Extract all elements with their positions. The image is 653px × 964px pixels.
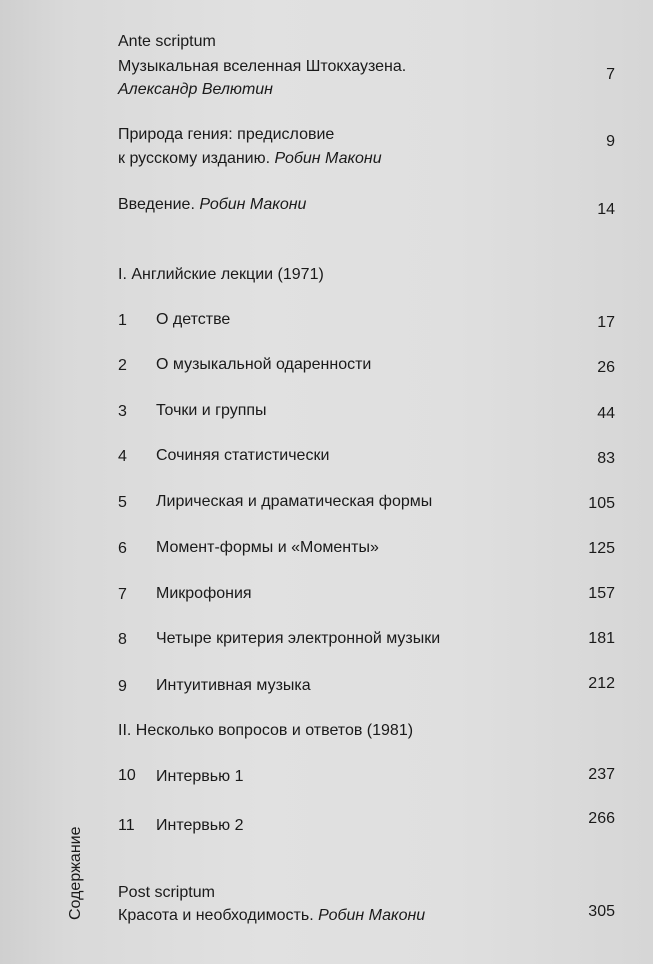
toc-entry-title: Музыкальная вселенная Штокхаузена. <box>118 58 407 75</box>
chapter-number: 10 <box>118 767 136 784</box>
ante-scriptum-label: Ante scriptum <box>118 33 216 50</box>
page-number: 157 <box>588 585 615 602</box>
post-scriptum-label: Post scriptum <box>118 884 215 901</box>
chapter-title: Момент-формы и «Моменты» <box>156 539 379 556</box>
page-number: 7 <box>606 66 615 83</box>
toc-entry-author: Робин Макони <box>199 196 307 213</box>
page-number: 181 <box>588 630 615 647</box>
chapter-title: Точки и группы <box>156 402 267 419</box>
page-number: 9 <box>606 133 615 150</box>
toc-entry-title: Введение. <box>118 196 195 213</box>
toc-entry-author: Александр Велютин <box>118 81 273 98</box>
toc-entry-introduction <box>118 194 306 216</box>
page-number: 305 <box>588 903 615 920</box>
chapter-number: 8 <box>118 631 127 648</box>
toc-entry-author: Робин Макони <box>274 150 382 167</box>
chapter-title: Интервью 2 <box>156 817 244 834</box>
chapter-title: Микрофония <box>156 585 252 602</box>
toc-entry-title: Природа гения: предисловие <box>118 126 335 143</box>
part-heading: II. Несколько вопросов и ответов (1981) <box>118 722 414 739</box>
contents-vertical-label: Содержание <box>67 826 84 920</box>
toc-entry-title: к русскому изданию. <box>118 150 271 167</box>
chapter-title: О детстве <box>156 311 231 328</box>
chapter-title: Интервью 1 <box>156 768 244 785</box>
chapter-number: 4 <box>118 448 127 465</box>
chapter-number: 9 <box>118 678 127 695</box>
page-number: 237 <box>588 766 615 783</box>
page-number: 105 <box>588 495 615 512</box>
chapter-number: 3 <box>118 403 127 420</box>
chapter-title: Четыре критерия электронной музыки <box>156 630 441 647</box>
page-number: 83 <box>597 450 615 467</box>
page-number: 44 <box>597 405 615 422</box>
page-number: 17 <box>597 314 615 331</box>
chapter-number: 11 <box>118 817 135 834</box>
page-number: 212 <box>588 675 615 692</box>
page-number: 125 <box>588 540 615 557</box>
chapter-number: 5 <box>118 494 127 511</box>
part-heading: I. Английские лекции (1971) <box>118 266 324 283</box>
page-number: 26 <box>597 359 615 376</box>
chapter-number: 7 <box>118 586 127 603</box>
toc-entry-post <box>118 905 425 927</box>
toc-entry-title: Красота и необходимость. <box>118 907 314 924</box>
chapter-number: 2 <box>118 357 127 374</box>
page-number: 266 <box>588 810 615 827</box>
chapter-number: 1 <box>118 312 127 329</box>
chapter-title: Интуитивная музыка <box>156 677 311 694</box>
chapter-number: 6 <box>118 540 127 557</box>
toc-entry-title-line2 <box>118 148 382 170</box>
chapter-title: Лирическая и драматическая формы <box>156 493 433 510</box>
chapter-title: О музыкальной одаренности <box>156 356 372 373</box>
chapter-title: Сочиняя статистически <box>156 447 330 464</box>
toc-entry-author: Робин Макони <box>318 907 426 924</box>
page-number: 14 <box>597 201 615 218</box>
